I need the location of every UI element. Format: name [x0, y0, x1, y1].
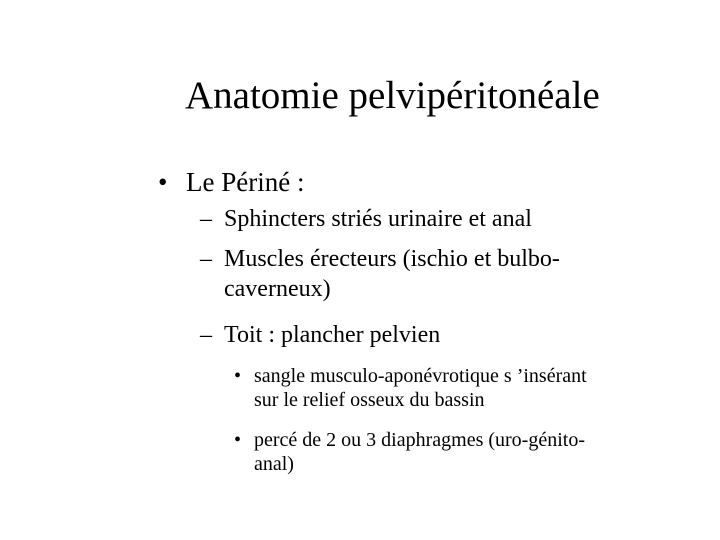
- sublist-item-line: sur le relief osseux du bassin: [254, 389, 485, 411]
- slide-title: Anatomie pelvipéritonéale: [185, 74, 600, 117]
- dash-marker: –: [200, 322, 212, 348]
- list-item-toit: [200, 320, 440, 350]
- sublist-item-line: anal): [254, 453, 294, 475]
- sublist-item-line: sangle musculo-aponévrotique s ’insérant: [254, 365, 587, 387]
- bullet-marker: •: [234, 429, 242, 451]
- list-item-line: Muscles érecteurs (ischio et bulbo-: [224, 246, 560, 272]
- dash-marker: –: [200, 206, 212, 232]
- bullet-marker: •: [158, 167, 168, 197]
- list-item-line: caverneux): [224, 276, 331, 302]
- bullet-marker: •: [234, 365, 242, 387]
- list-item-line: Sphincters striés urinaire et anal: [224, 206, 532, 232]
- list-item-muscles: [200, 244, 560, 304]
- sublist-item-sangle: [234, 364, 587, 412]
- list-item-line: Toit : plancher pelvien: [224, 322, 441, 348]
- sublist-item-perce: [234, 428, 585, 476]
- dash-marker: –: [200, 246, 212, 272]
- list-item-sphincters: [200, 204, 532, 234]
- sublist-item-line: percé de 2 ou 3 diaphragmes (uro-génito-: [254, 429, 585, 451]
- bullet-perine: [158, 162, 304, 202]
- bullet-text: Le Périné :: [186, 167, 305, 197]
